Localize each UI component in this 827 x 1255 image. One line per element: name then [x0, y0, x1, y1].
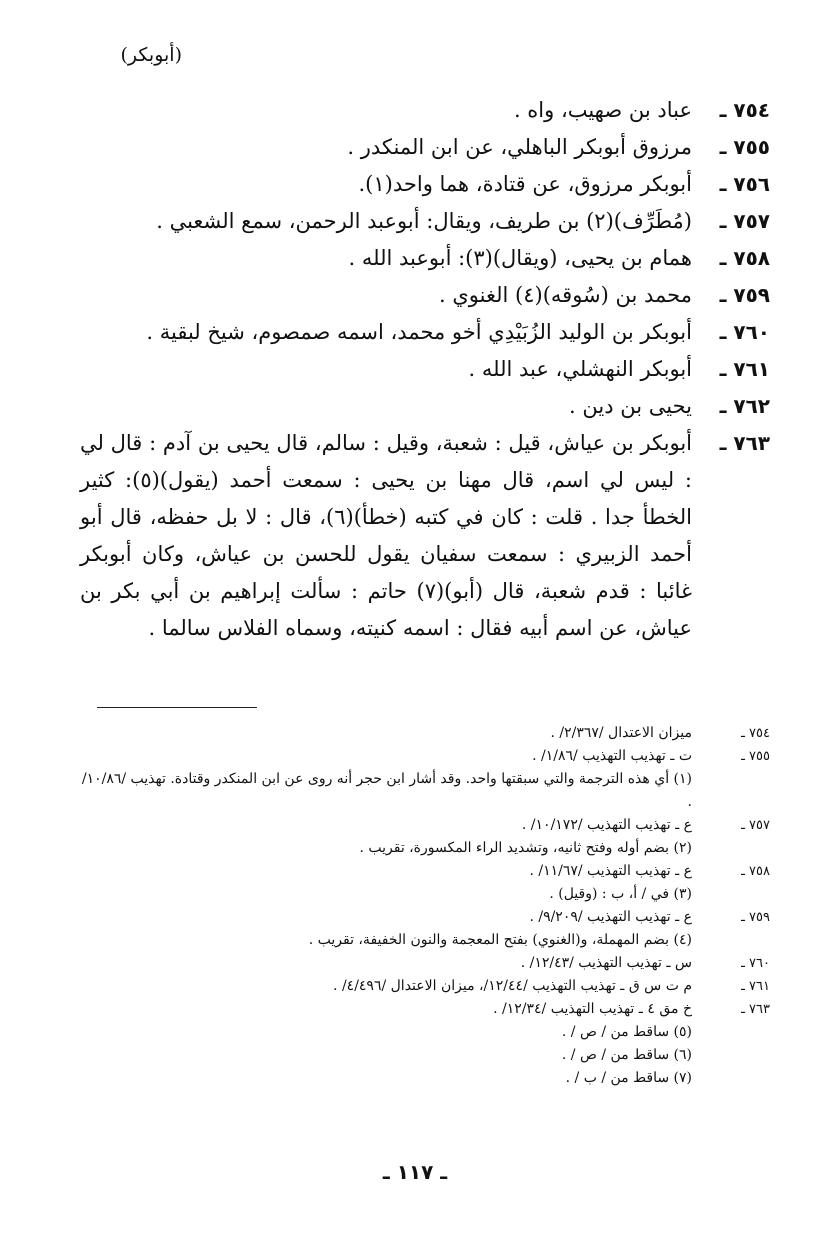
page-header: (أبوبكر) — [120, 44, 182, 66]
footnote-number: ٧٥٩ ـ — [741, 910, 770, 925]
entry-number: ٧٦٢ ـ — [719, 394, 770, 418]
footnotes-list — [80, 722, 770, 1090]
entry-text: عباد بن صهيب، واه . — [513, 98, 692, 122]
footnote — [80, 998, 770, 1021]
entry-755 — [80, 129, 770, 166]
footnote-text: م ت س ق ـ تهذيب التهذيب /١٢/٤٤/، ميزان الاعتدال /٤/٤٩٦/ . — [333, 978, 692, 994]
footnote-text: س ـ تهذيب التهذيب /١٢/٤٣/ . — [520, 955, 692, 971]
entries-list — [80, 92, 770, 647]
entry-757 — [80, 203, 770, 240]
footnote — [80, 975, 770, 998]
footnote — [80, 1021, 770, 1044]
entry-text: يحيى بن دين . — [569, 394, 692, 418]
footnote-text: (٣) في / أ، ب : (وقيل) . — [549, 886, 692, 902]
page-number: ـ ١١٧ ـ — [382, 1160, 448, 1184]
footnote — [80, 906, 770, 929]
footnote-text: ت ـ تهذيب التهذيب /١/٨٦/ . — [532, 748, 692, 764]
footnote-text: ميزان الاعتدال /٢/٣٦٧/ . — [550, 725, 692, 741]
footnote-number: ٧٦١ ـ — [741, 979, 770, 994]
footnote-number: ٧٦٣ ـ — [741, 1002, 770, 1017]
footnote — [80, 837, 770, 860]
footnote-text: (٢) بضم أوله وفتح ثانيه، وتشديد الراء المكسورة، تقريب . — [359, 840, 692, 856]
footnote-text: (٦) ساقط من / ص / . — [561, 1047, 692, 1063]
entry-number: ٧٥٨ ـ — [719, 246, 770, 270]
entry-760 — [80, 314, 770, 351]
entry-756 — [80, 166, 770, 203]
entry-text: محمد بن (سُوقه)(٤) الغنوي . — [439, 283, 692, 307]
footnote — [80, 952, 770, 975]
entry-number: ٧٥٩ ـ — [719, 283, 770, 307]
entry-number: ٧٦٣ ـ — [719, 431, 770, 455]
footnote-text: ع ـ تهذيب التهذيب /٩/٢٠٩/ . — [529, 909, 692, 925]
footnote — [80, 929, 770, 952]
footnote-text: خ مق ٤ ـ تهذيب التهذيب /١٢/٣٤/ . — [493, 1001, 692, 1017]
entry-text: أبوبكر مرزوق، عن قتادة، هما واحد(١). — [358, 172, 692, 196]
entry-number: ٧٥٧ ـ — [719, 209, 770, 233]
entry-text: مرزوق أبوبكر الباهلي، عن ابن المنكدر . — [347, 135, 692, 159]
footnote-number: ٧٥٨ ـ — [741, 864, 770, 879]
entry-number: ٧٦٠ ـ — [719, 320, 770, 344]
entry-text: أبوبكر النهشلي، عبد الله . — [468, 357, 692, 381]
footnote-text: (٤) بضم المهملة، و(الغنوي) بفتح المعجمة والنون الخفيفة، تقريب . — [308, 932, 692, 948]
footnote-separator — [97, 707, 257, 708]
entry-number: ٧٥٤ ـ — [719, 98, 770, 122]
footnote-text: ع ـ تهذيب التهذيب /١٠/١٧٢/ . — [521, 817, 692, 833]
entry-762 — [80, 388, 770, 425]
entry-763 — [80, 425, 770, 647]
footnote-text: (٧) ساقط من / ب / . — [565, 1070, 692, 1086]
entry-754 — [80, 92, 770, 129]
entry-text: همام بن يحيى، (ويقال)(٣): أبوعبد الله . — [348, 246, 692, 270]
footnote-number: ٧٥٤ ـ — [741, 726, 770, 741]
footnote — [80, 745, 770, 768]
entry-number: ٧٥٦ ـ — [719, 172, 770, 196]
footnote — [80, 768, 770, 814]
footnote-number: ٧٦٠ ـ — [741, 956, 770, 971]
entry-number: ٧٥٥ ـ — [719, 135, 770, 159]
footnote-text: ع ـ تهذيب التهذيب /١١/٦٧/ . — [529, 863, 692, 879]
entry-text: أبوبكر بن الوليد الزُبَيْدِي أخو محمد، اسمه صمصوم، شيخ لبقية . — [146, 320, 692, 344]
entry-759 — [80, 277, 770, 314]
footnote — [80, 722, 770, 745]
footnote — [80, 1067, 770, 1090]
footnote-number: ٧٥٧ ـ — [741, 818, 770, 833]
entry-text: أبوبكر بن عياش، قيل : شعبة، وقيل : سالم، قال يحيى بن آدم : قال لي : ليس لي اسم، قال مهنا بن يحيى : سمعت أحمد (يقول)(٥): كثير الخطأ جدا . قلت : كان في كتبه (خطأ)(٦)، قال : لا بل حفظه، قال أبو أحمد الزبيري : سمعت سفيان يقول للحسن بن عياش، وكان أبوبكر غائبا : قدم شعبة، قال (أبو)(٧) حاتم : سألت إبراهيم بن أبي بكر بن عياش، عن اسم أبيه فقال : اسمه كنيته، وسماه الفلاس سالما . — [80, 431, 692, 640]
footnote-text: (١) أي هذه الترجمة والتي سبقتها واحد. وقد أشار ابن حجر أنه روى عن ابن المنكدر وقتادة. تهذيب /١٠/٨٦/ . — [81, 771, 692, 810]
footnote-number: ٧٥٥ ـ — [741, 749, 770, 764]
footnote — [80, 1044, 770, 1067]
entry-758 — [80, 240, 770, 277]
footnote — [80, 814, 770, 837]
entry-number: ٧٦١ ـ — [719, 357, 770, 381]
entry-text: (مُطَرِّف)(٢) بن طريف، ويقال: أبوعبد الرحمن، سمع الشعبي . — [156, 209, 692, 233]
footnote — [80, 860, 770, 883]
footnote — [80, 883, 770, 906]
entry-761 — [80, 351, 770, 388]
footnote-text: (٥) ساقط من / ص / . — [561, 1024, 692, 1040]
